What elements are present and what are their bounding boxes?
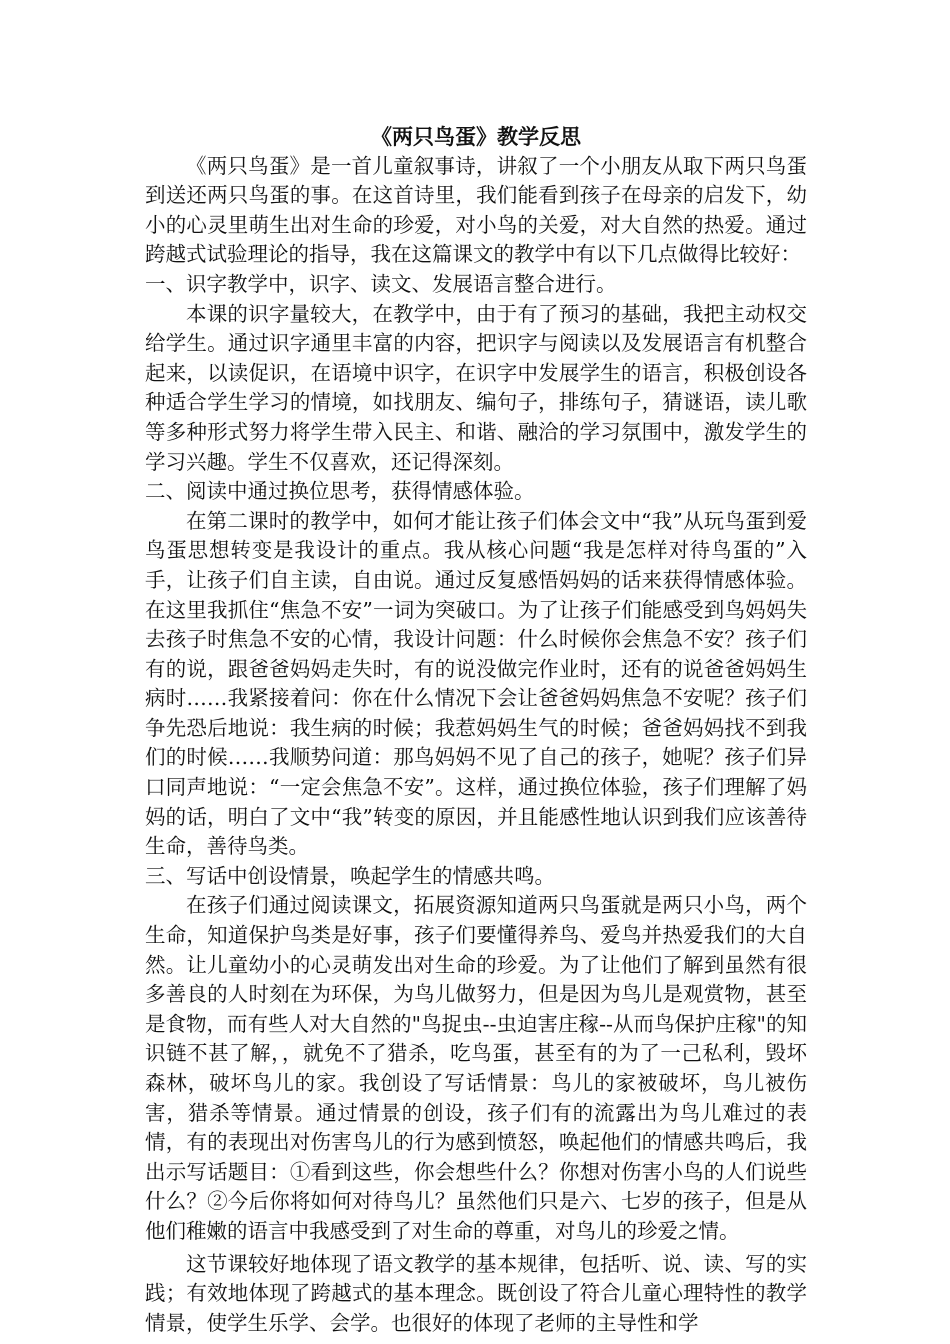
document-body — [145, 122, 807, 1338]
section3-paragraph: 在孩子们通过阅读课文，拓展资源知道两只鸟蛋就是两只小鸟，两个生命，知道保护鸟类是好事，孩子们要懂得养鸟、爱鸟并热爱我们的大自然。让儿童幼小的心灵萌发出对生命的珍爱。为了让他们了解到虽然有很多善良的人时刻在为环保，为鸟儿做努力，但是因为鸟儿是观赏物，甚至是食物，而有些人对大自然的"鸟捉虫--虫迫害庄稼--从而鸟保护庄稼"的知识链不甚了解，，就免不了猎杀，吃鸟蛋，甚至有的为了一己私利，毁坏森林，破坏鸟儿的家。我创设了写话情景：鸟儿的家被破坏，鸟儿被伤害，猎杀等情景。通过情景的创设，孩子们有的流露出为鸟儿难过的表情，有的表现出对伤害鸟儿的行为感到愤怒，唤起他们的情感共鸣后，我出示写话题目：①看到这些，你会想些什么？你想对伤害小鸟的人们说些什么？②今后你将如何对待鸟儿？虽然他们只是六、七岁的孩子，但是从他们稚嫩的语言中我感受到了对生命的尊重，对鸟儿的珍爱之情。 — [145, 893, 807, 1243]
conclusion-paragraph: 这节课较好地体现了语文教学的基本规律，包括听、说、读、写的实践；有效地体现了跨越式的基本理念。既创设了符合儿童心理特性的教学情景，使学生乐学、会学。也很好的体现了老师的主导性和学 — [145, 1251, 807, 1335]
section2-heading: 二、阅读中通过换位思考，获得情感体验。 — [145, 479, 535, 504]
intro-paragraph: 《两只鸟蛋》是一首儿童叙事诗，讲叙了一个小朋友从取下两只鸟蛋到送还两只鸟蛋的事。在这首诗里，我们能看到孩子在母亲的启发下，幼小的心灵里萌生出对生命的珍爱，对小鸟的关爱，对大自然的热爱。通过跨越式试验理论的指导，我在这篇课文的教学中有以下几点做得比较好： — [145, 153, 807, 267]
section2-paragraph: 在第二课时的教学中，如何才能让孩子们体会文中“我”从玩鸟蛋到爱鸟蛋思想转变是我设计的重点。我从核心问题“我是怎样对待鸟蛋的”入手，让孩子们自主读，自由说。通过反复感悟妈妈的话来获得情感体验。在这里我抓住“焦急不安”一词为突破口。为了让孩子们能感受到鸟妈妈失去孩子时焦急不安的心情，我设计问题：什么时候你会焦急不安？孩子们有的说，跟爸爸妈妈走失时，有的说没做完作业时，还有的说爸爸妈妈生病时……我紧接着问：你在什么情况下会让爸爸妈妈焦急不安呢？孩子们争先恐后地说：我生病的时候；我惹妈妈生气的时候；爸爸妈妈找不到我们的时候……我顺势问道：那鸟妈妈不见了自己的孩子，她呢？孩子们异口同声地说：“一定会焦急不安”。这样，通过换位体验，孩子们理解了妈妈的话，明白了文中“我”转变的原因，并且能感性地认识到我们应该善待生命，善待鸟类。 — [145, 508, 807, 859]
section1-paragraph: 本课的识字量较大，在教学中，由于有了预习的基础，我把主动权交给学生。通过识字通里丰富的内容，把识字与阅读以及发展语言有机整合起来，以读促识，在语境中识字，在识字中发展学生的语言，积极创设各种适合学生学习的情境，如找朋友、编句子，排练句子，猜谜语，读儿歌等多种形式努力将学生带入民主、和谐、融洽的学习氛围中，激发学生的学习兴趣。学生不仅喜欢，还记得深刻。 — [145, 301, 807, 474]
document-title: 《两只鸟蛋》教学反思 — [371, 124, 581, 149]
section1-heading: 一、识字教学中，识字、读文、发展语言整合进行。 — [145, 271, 617, 296]
section3-heading: 三、写话中创设情景，唤起学生的情感共鸣。 — [145, 863, 555, 888]
